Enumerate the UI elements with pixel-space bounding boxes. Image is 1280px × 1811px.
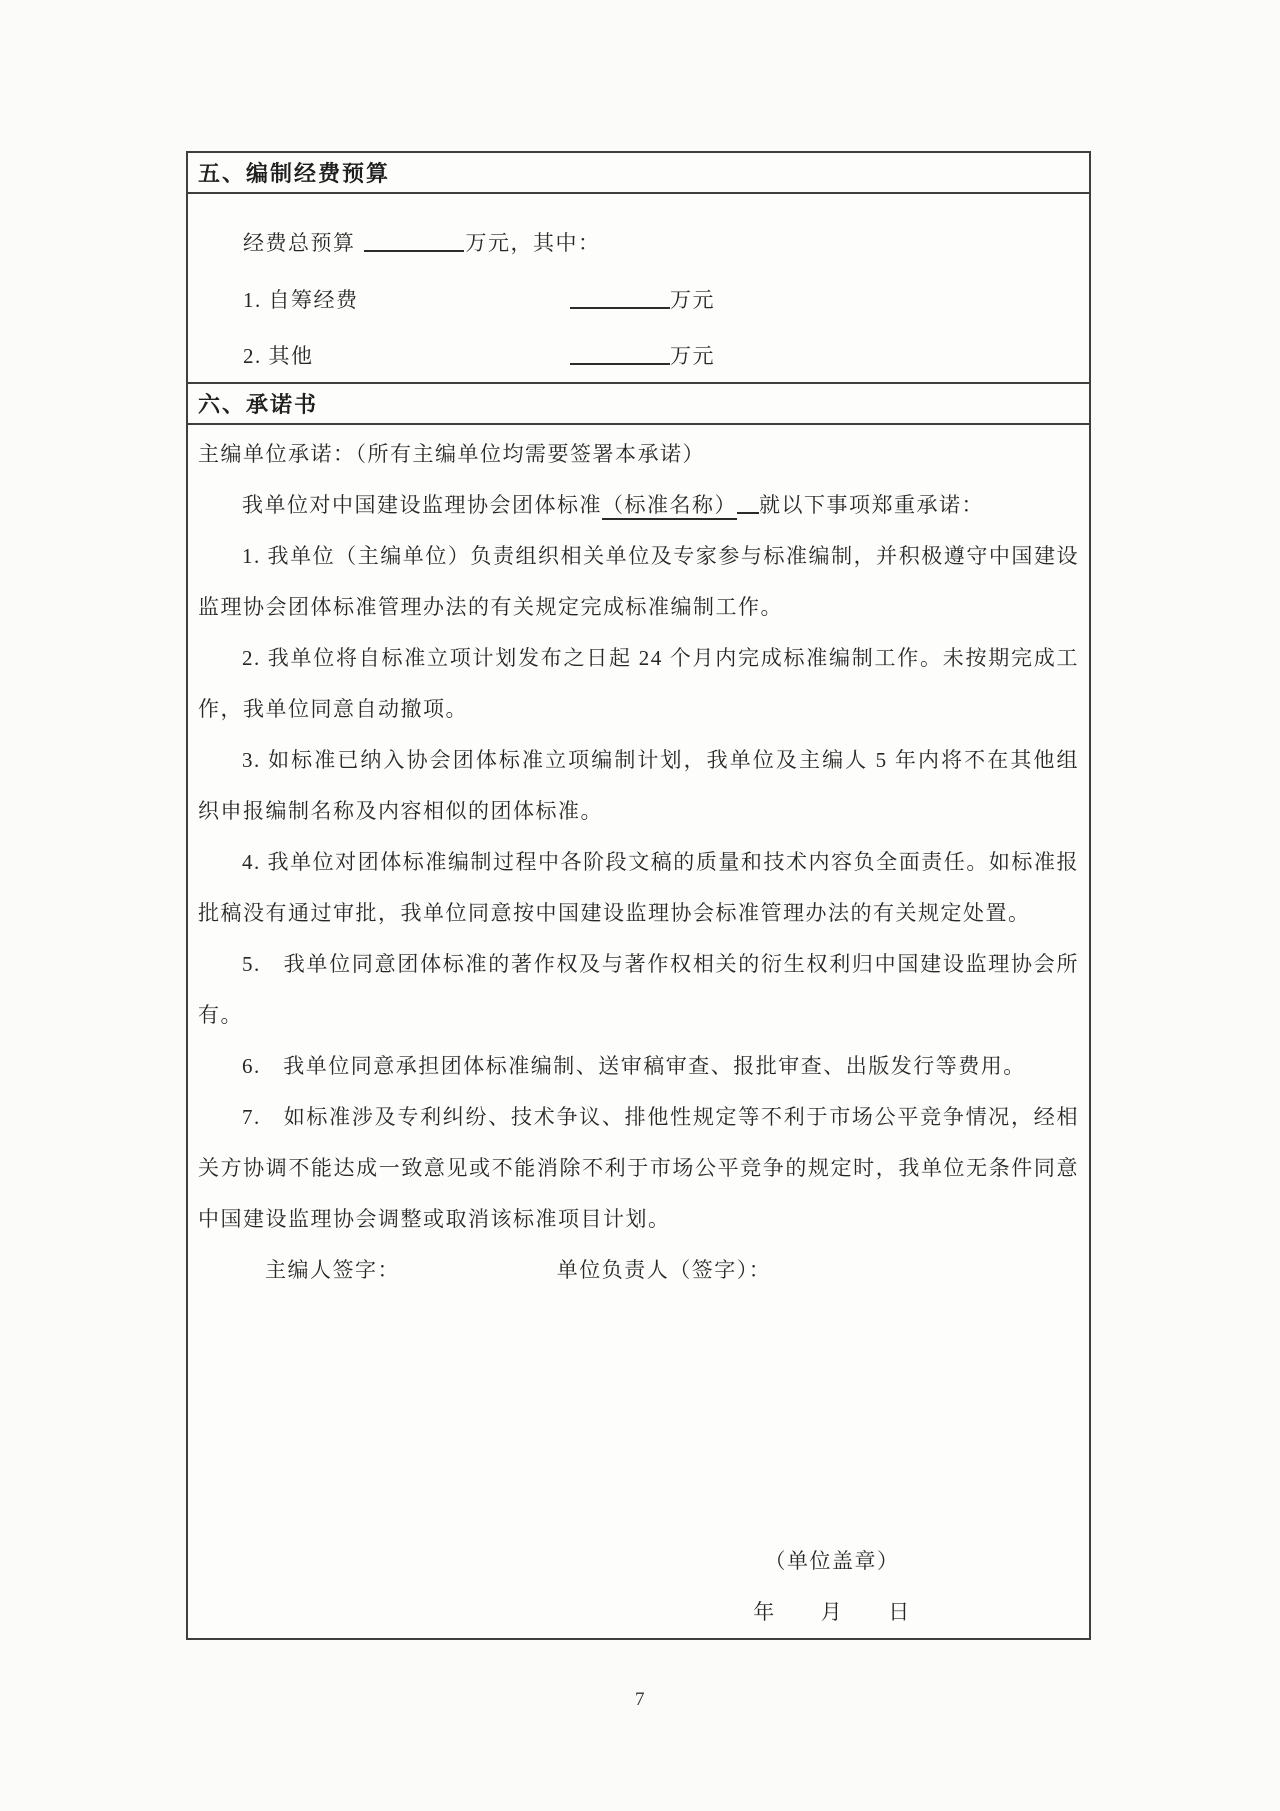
page-number: 7 bbox=[634, 1689, 645, 1710]
budget-item-1-unit: 万元 bbox=[670, 288, 715, 312]
budget-item-2-label: 2. 其他 bbox=[243, 344, 314, 368]
commitment-paragraph-1: 1. 我单位（主编单位）负责组织相关单位及专家参与标准编制，并积极遵守中国建设监理协会团体标准管理办法的有关规定完成标准编制工作。 bbox=[198, 544, 1079, 619]
commitment-paragraph-7: 7. 如标准涉及专利纠纷、技术争议、排他性规定等不利于市场公平竞争情况，经相关方协调不能达成一致意见或不能消除不利于市场公平竞争的规定时，我单位无条件同意中国建设监理协会调整或取消该标准项目计划。 bbox=[198, 1105, 1079, 1231]
budget-total-line bbox=[243, 220, 1079, 266]
chief-editor-signature-label: 主编人签字： bbox=[265, 1258, 400, 1282]
signature-row bbox=[198, 1245, 1079, 1296]
section-6-title: 六、承诺书 bbox=[198, 392, 319, 417]
commitment-opening bbox=[198, 480, 1079, 531]
opening-suffix: 就以下事项郑重承诺： bbox=[759, 493, 984, 517]
commitment-intro: 主编单位承诺：（所有主编单位均需要签署本承诺） bbox=[198, 442, 705, 466]
budget-item-self-funded bbox=[243, 277, 1079, 323]
section-6-header bbox=[188, 384, 1089, 425]
commitment-paragraph-3: 3. 如标准已纳入协会团体标准立项编制计划，我单位及主编人 5 年内将不在其他组织申报编制名称及内容相似的团体标准。 bbox=[198, 748, 1079, 823]
blank-underline-total bbox=[364, 234, 464, 252]
unit-stamp-label: （单位盖章） bbox=[764, 1549, 900, 1573]
section-5-budget-cell bbox=[188, 194, 1089, 384]
budget-item-1-fill bbox=[570, 277, 715, 323]
budget-item-2-unit: 万元 bbox=[670, 344, 715, 368]
section-5-title: 五、编制经费预算 bbox=[198, 161, 391, 186]
standard-name-blank: （标准名称） bbox=[602, 493, 737, 520]
blank-underline-item-1 bbox=[570, 291, 670, 309]
commitment-paragraph-4: 4. 我单位对团体标准编制过程中各阶段文稿的质量和技术内容负全面责任。如标准报批稿没有通过审批，我单位同意按中国建设监理协会标准管理办法的有关规定处置。 bbox=[198, 850, 1079, 925]
standard-name-blank-tail bbox=[737, 497, 759, 514]
budget-item-1-label: 1. 自筹经费 bbox=[243, 288, 359, 312]
commitment-paragraph-6: 6. 我单位同意承担团体标准编制、送审稿审查、报批审查、出版发行等费用。 bbox=[242, 1054, 1026, 1078]
section-5-header bbox=[188, 153, 1089, 194]
budget-total-label: 经费总预算 bbox=[243, 231, 356, 255]
form-table bbox=[186, 151, 1091, 1640]
blank-underline-item-2 bbox=[570, 347, 670, 365]
date-line: 年 月 日 bbox=[753, 1600, 911, 1624]
budget-item-other bbox=[243, 333, 1079, 379]
commitment-paragraph-2: 2. 我单位将自标准立项计划发布之日起 24 个月内完成标准编制工作。未按期完成工作，我单位同意自动撤项。 bbox=[198, 646, 1079, 721]
budget-item-2-fill bbox=[570, 333, 715, 379]
budget-total-suffix: 万元，其中： bbox=[465, 231, 601, 255]
stamp-area bbox=[682, 1549, 982, 1624]
commitment-paragraph-5: 5. 我单位同意团体标准的著作权及与著作权相关的衍生权利归中国建设监理协会所有。 bbox=[198, 952, 1079, 1027]
unit-head-signature-label: 单位负责人（签字）： bbox=[556, 1258, 772, 1282]
opening-prefix: 我单位对中国建设监理协会团体标准 bbox=[242, 493, 602, 517]
section-6-commitment-cell bbox=[188, 429, 1089, 1642]
